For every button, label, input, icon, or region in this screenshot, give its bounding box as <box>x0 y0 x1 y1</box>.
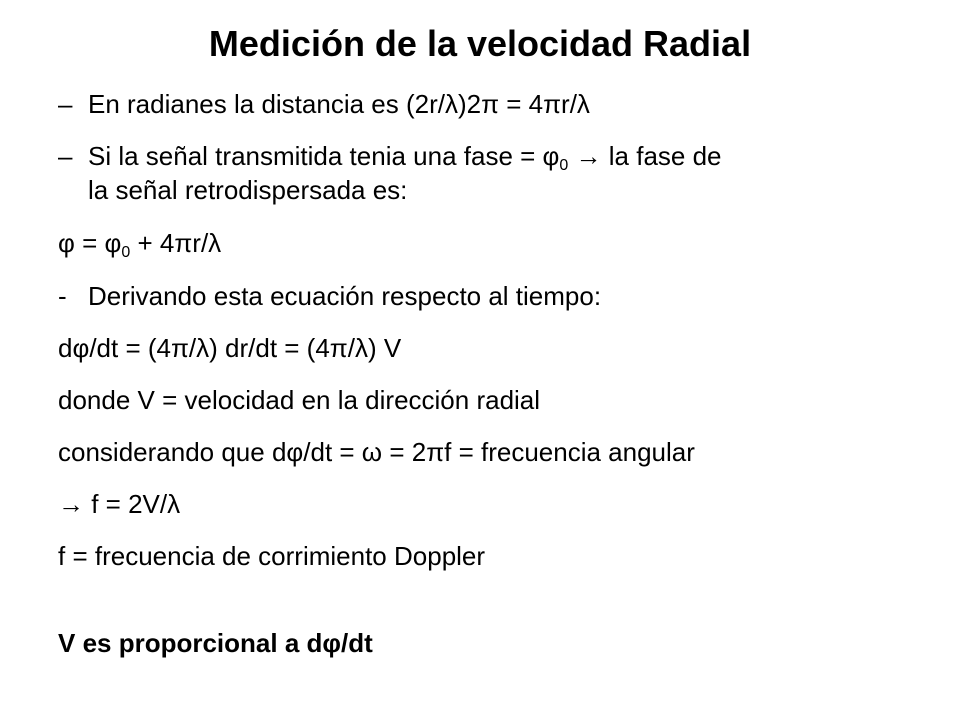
line-backscatter-phase: la señal retrodispersada es: <box>88 175 408 205</box>
bullet-dash-1: – <box>58 89 73 119</box>
line-transmitted-phase <box>88 139 722 173</box>
line-angular-frequency: considerando que dφ/dt = ω = 2πf = frecuencia angular <box>58 437 695 467</box>
line-velocity-definition: donde V = velocidad en la dirección radial <box>58 385 541 415</box>
line-derivative-intro: Derivando esta ecuación respecto al tiempo: <box>88 281 602 311</box>
line-doppler-definition: f = frecuencia de corrimiento Doppler <box>58 541 486 571</box>
line-radians-distance: En radianes la distancia es (2r/λ)2π = 4πr/λ <box>88 89 590 119</box>
equation-phase <box>58 226 221 260</box>
arrow-right-icon: → <box>58 489 84 519</box>
text-segment: la fase de <box>601 141 722 171</box>
conclusion-text: V es proporcional a dφ/dt <box>58 628 373 658</box>
slide-title: Medición de la velocidad Radial <box>208 23 752 64</box>
equation-frequency <box>58 487 180 521</box>
equation-derivative: dφ/dt = (4π/λ) dr/dt = (4π/λ) V <box>58 333 402 363</box>
subscript-zero: 0 <box>121 244 131 261</box>
bullet-dash-3: - <box>58 281 67 311</box>
subscript-zero: 0 <box>559 157 569 174</box>
bullet-dash-2: – <box>58 141 73 171</box>
arrow-right-icon: → <box>575 141 602 171</box>
text-segment: + 4πr/λ <box>130 228 222 258</box>
text-segment: Si la señal transmitida tenia una fase = φ <box>88 141 560 171</box>
text-segment: φ = φ <box>58 228 122 258</box>
text-segment: f = 2V/λ <box>84 489 181 519</box>
